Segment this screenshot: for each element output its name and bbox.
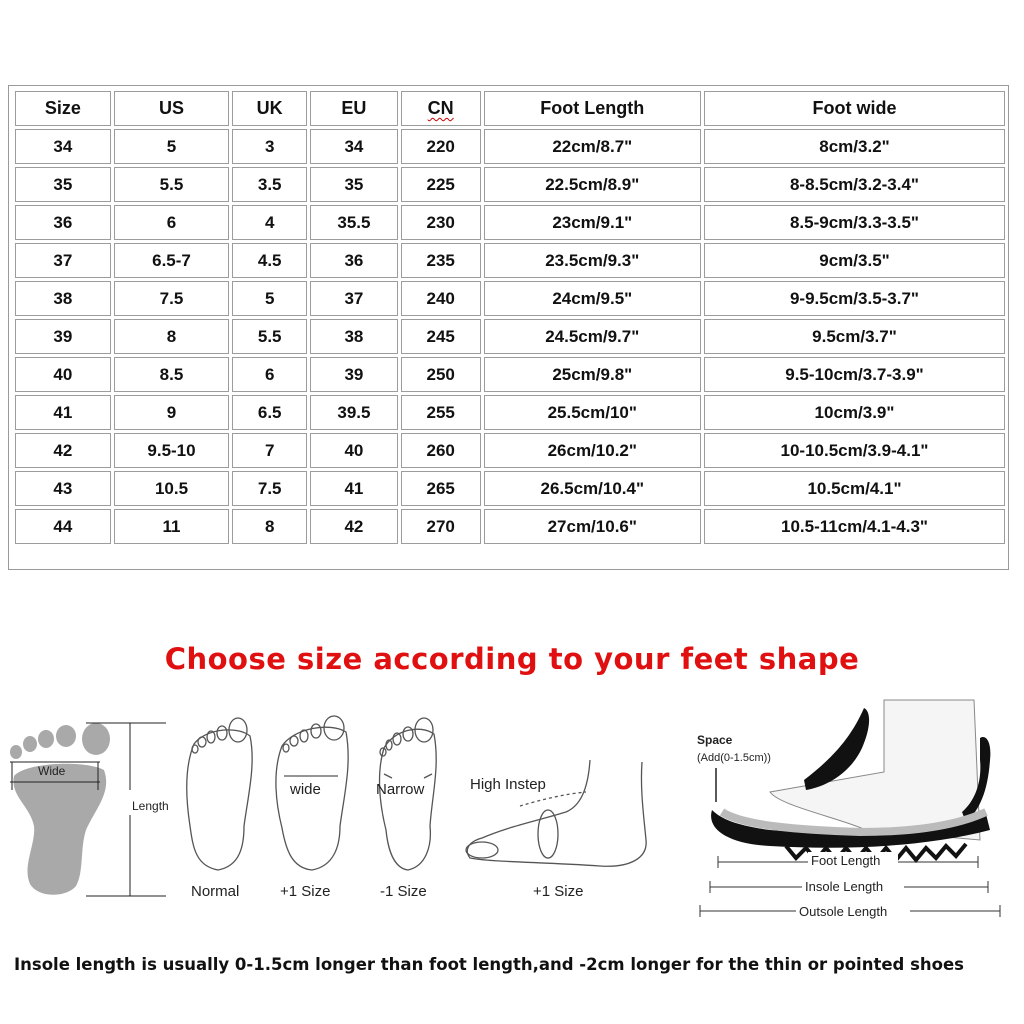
normal-label: Normal xyxy=(191,883,240,900)
cell-cn: 220 xyxy=(401,129,481,164)
col-uk-header: UK xyxy=(232,91,307,126)
cell-foot-wide: 10.5-11cm/4.1-4.3" xyxy=(704,509,1005,544)
cell-foot-length: 25cm/9.8" xyxy=(484,357,701,392)
cell-us: 5.5 xyxy=(114,167,230,202)
cell-size: 39 xyxy=(15,319,111,354)
cell-cn: 230 xyxy=(401,205,481,240)
outsole-length-label: Outsole Length xyxy=(799,904,888,919)
cell-size: 43 xyxy=(15,471,111,506)
cell-size: 37 xyxy=(15,243,111,278)
narrow-size-label: -1 Size xyxy=(380,883,427,900)
cell-us: 10.5 xyxy=(114,471,230,506)
cell-uk: 3.5 xyxy=(232,167,307,202)
cell-size: 38 xyxy=(15,281,111,316)
cell-uk: 5.5 xyxy=(232,319,307,354)
cell-foot-wide: 10cm/3.9" xyxy=(704,395,1005,430)
instep-size-label: +1 Size xyxy=(533,883,584,900)
cell-foot-length: 24.5cm/9.7" xyxy=(484,319,701,354)
cell-eu: 38 xyxy=(310,319,398,354)
cell-cn: 260 xyxy=(401,433,481,468)
cell-foot-length: 24cm/9.5" xyxy=(484,281,701,316)
wide-label: Wide xyxy=(38,764,66,778)
cell-eu: 40 xyxy=(310,433,398,468)
cell-foot-length: 25.5cm/10" xyxy=(484,395,701,430)
cell-us: 5 xyxy=(114,129,230,164)
space-label: Space xyxy=(697,733,733,747)
space-note: (Add(0-1.5cm)) xyxy=(697,752,771,764)
cell-foot-length: 23.5cm/9.3" xyxy=(484,243,701,278)
cell-uk: 6 xyxy=(232,357,307,392)
footprint-icon xyxy=(10,723,110,895)
cell-cn: 245 xyxy=(401,319,481,354)
col-eu-header: EU xyxy=(310,91,398,126)
cell-eu: 39 xyxy=(310,357,398,392)
col-us-header: US xyxy=(114,91,230,126)
normal-foot-icon xyxy=(187,718,252,870)
cell-foot-wide: 8-8.5cm/3.2-3.4" xyxy=(704,167,1005,202)
narrow-foot-label: Narrow xyxy=(376,781,425,798)
cell-size: 34 xyxy=(15,129,111,164)
cell-size: 36 xyxy=(15,205,111,240)
cell-eu: 35 xyxy=(310,167,398,202)
page-heading: Choose size according to your feet shape xyxy=(164,642,860,676)
cell-cn: 270 xyxy=(401,509,481,544)
cell-uk: 4 xyxy=(232,205,307,240)
wide-size-label: +1 Size xyxy=(280,883,331,900)
cell-uk: 8 xyxy=(232,509,307,544)
foot-length-label: Foot Length xyxy=(811,853,881,868)
cell-foot-length: 23cm/9.1" xyxy=(484,205,701,240)
cell-eu: 39.5 xyxy=(310,395,398,430)
cell-uk: 5 xyxy=(232,281,307,316)
cell-eu: 42 xyxy=(310,509,398,544)
cell-foot-wide: 9.5cm/3.7" xyxy=(704,319,1005,354)
cell-foot-length: 22.5cm/8.9" xyxy=(484,167,701,202)
cell-us: 6 xyxy=(114,205,230,240)
cell-cn: 255 xyxy=(401,395,481,430)
cell-us: 6.5-7 xyxy=(114,243,230,278)
cell-us: 7.5 xyxy=(114,281,230,316)
cell-eu: 35.5 xyxy=(310,205,398,240)
cell-us: 8 xyxy=(114,319,230,354)
length-label: Length xyxy=(132,799,169,813)
cell-us: 8.5 xyxy=(114,357,230,392)
cell-uk: 7.5 xyxy=(232,471,307,506)
cell-foot-wide: 9.5-10cm/3.7-3.9" xyxy=(704,357,1005,392)
wide-foot-label: wide xyxy=(290,781,321,798)
cell-foot-wide: 8cm/3.2" xyxy=(704,129,1005,164)
cell-foot-wide: 10.5cm/4.1" xyxy=(704,471,1005,506)
cell-eu: 36 xyxy=(310,243,398,278)
insole-length-label: Insole Length xyxy=(805,879,884,894)
cell-us: 9.5-10 xyxy=(114,433,230,468)
col-foot-length-header: Foot Length xyxy=(484,91,701,126)
cell-foot-length: 26cm/10.2" xyxy=(484,433,701,468)
footnote: Insole length is usually 0-1.5cm longer than foot length,and -2cm longer for the thin or pointed shoes xyxy=(14,955,965,974)
cell-cn: 265 xyxy=(401,471,481,506)
cell-size: 44 xyxy=(15,509,111,544)
cell-foot-length: 26.5cm/10.4" xyxy=(484,471,701,506)
cell-size: 35 xyxy=(15,167,111,202)
col-foot-wide-header: Foot wide xyxy=(704,91,1005,126)
cell-uk: 6.5 xyxy=(232,395,307,430)
cell-size: 40 xyxy=(15,357,111,392)
cn-label: CN xyxy=(427,98,454,118)
cell-uk: 7 xyxy=(232,433,307,468)
cell-cn: 225 xyxy=(401,167,481,202)
cell-cn: 235 xyxy=(401,243,481,278)
cell-uk: 4.5 xyxy=(232,243,307,278)
cell-eu: 37 xyxy=(310,281,398,316)
cell-size: 41 xyxy=(15,395,111,430)
cell-cn: 250 xyxy=(401,357,481,392)
cell-us: 9 xyxy=(114,395,230,430)
cell-us: 11 xyxy=(114,509,230,544)
cell-eu: 34 xyxy=(310,129,398,164)
cell-foot-wide: 8.5-9cm/3.3-3.5" xyxy=(704,205,1005,240)
shoe-cross-section-icon xyxy=(711,700,990,860)
col-size-header: Size xyxy=(15,91,111,126)
instep-label: High Instep xyxy=(470,776,546,793)
cell-eu: 41 xyxy=(310,471,398,506)
cell-foot-wide: 9-9.5cm/3.5-3.7" xyxy=(704,281,1005,316)
cell-size: 42 xyxy=(15,433,111,468)
cell-foot-wide: 10-10.5cm/3.9-4.1" xyxy=(704,433,1005,468)
cell-foot-length: 27cm/10.6" xyxy=(484,509,701,544)
cell-uk: 3 xyxy=(232,129,307,164)
cell-foot-wide: 9cm/3.5" xyxy=(704,243,1005,278)
cell-cn: 240 xyxy=(401,281,481,316)
cell-foot-length: 22cm/8.7" xyxy=(484,129,701,164)
